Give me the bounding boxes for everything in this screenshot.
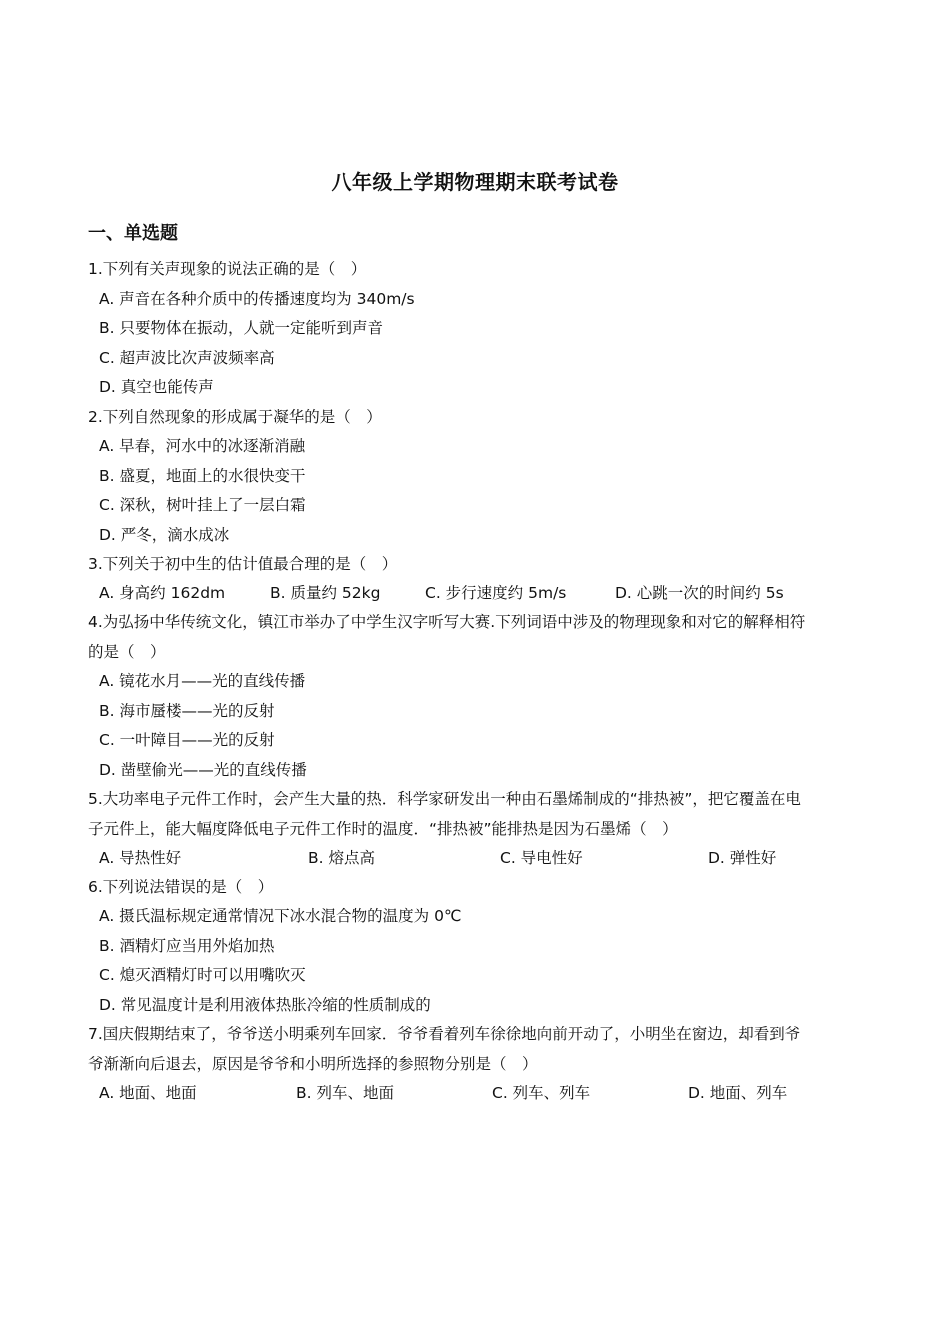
question-7-stem-line-1: 7.国庆假期结束了，爷爷送小明乘列车回家．爷爷看着列车徐徐地向前开动了，小明坐在窗边，却看到爷 (88, 1025, 801, 1043)
question-1-option-b: B. 只要物体在振动，人就一定能听到声音 (99, 319, 383, 337)
question-2-stem: 2.下列自然现象的形成属于凝华的是（ ） (88, 408, 382, 426)
question-5-stem-line-1: 5.大功率电子元件工作时，会产生大量的热．科学家研发出一种由石墨烯制成的“排热被”，把它覆盖在电 (88, 790, 801, 808)
question-5-option-c: C. 导电性好 (500, 849, 583, 867)
question-5-stem-line-2: 子元件上，能大幅度降低电子元件工作时的温度．“排热被”能排热是因为石墨烯（ ） (88, 820, 678, 838)
question-3-option-b: B. 质量约 52kg (270, 584, 381, 602)
question-2-option-c: C. 深秋，树叶挂上了一层白霜 (99, 496, 306, 514)
question-7-option-c: C. 列车、列车 (492, 1084, 591, 1102)
question-1-option-d: D. 真空也能传声 (99, 378, 214, 396)
question-5-option-b: B. 熔点高 (308, 849, 375, 867)
question-3-option-c: C. 步行速度约 5m/s (425, 584, 567, 602)
question-4-option-c: C. 一叶障目——光的反射 (99, 731, 275, 749)
question-3-option-d: D. 心跳一次的时间约 5s (615, 584, 784, 602)
question-4-stem-line-1: 4.为弘扬中华传统文化，镇江市举办了中学生汉字听写大赛.下列词语中涉及的物理现象和对它的解释相符 (88, 613, 806, 631)
question-7-option-a: A. 地面、地面 (99, 1084, 197, 1102)
question-3-option-a: A. 身高约 162dm (99, 584, 226, 602)
question-7-stem-line-2: 爷渐渐向后退去，原因是爷爷和小明所选择的参照物分别是（ ） (88, 1055, 538, 1073)
question-1-stem: 1.下列有关声现象的说法正确的是（ ） (88, 260, 367, 278)
question-4-stem-line-2: 的是（ ） (88, 643, 166, 661)
question-1-option-a: A. 声音在各种介质中的传播速度均为 340m/s (99, 290, 415, 308)
question-2-option-b: B. 盛夏，地面上的水很快变干 (99, 467, 306, 485)
question-2-option-a: A. 早春，河水中的冰逐渐消融 (99, 437, 306, 455)
question-6-option-d: D. 常见温度计是利用液体热胀冷缩的性质制成的 (99, 996, 431, 1014)
question-6-option-c: C. 熄灭酒精灯时可以用嘴吹灭 (99, 966, 306, 984)
section-heading: 一、单选题 (88, 223, 178, 244)
question-6-option-a: A. 摄氏温标规定通常情况下冰水混合物的温度为 0℃ (99, 907, 462, 925)
question-2-option-d: D. 严冬，滴水成冰 (99, 526, 230, 544)
question-4-option-b: B. 海市蜃楼——光的反射 (99, 702, 275, 720)
question-4-option-a: A. 镜花水月——光的直线传播 (99, 672, 306, 690)
question-4-option-d: D. 凿壁偷光——光的直线传播 (99, 761, 307, 779)
question-7-option-d: D. 地面、列车 (688, 1084, 788, 1102)
question-7-option-b: B. 列车、地面 (296, 1084, 394, 1102)
question-5-option-a: A. 导热性好 (99, 849, 182, 867)
question-1-option-c: C. 超声波比次声波频率高 (99, 349, 275, 367)
question-5-option-d: D. 弹性好 (708, 849, 777, 867)
question-6-option-b: B. 酒精灯应当用外焰加热 (99, 937, 275, 955)
question-3-stem: 3.下列关于初中生的估计值最合理的是（ ） (88, 555, 398, 573)
question-6-stem: 6.下列说法错误的是（ ） (88, 878, 274, 896)
exam-title: 八年级上学期物理期末联考试卷 (331, 170, 619, 194)
